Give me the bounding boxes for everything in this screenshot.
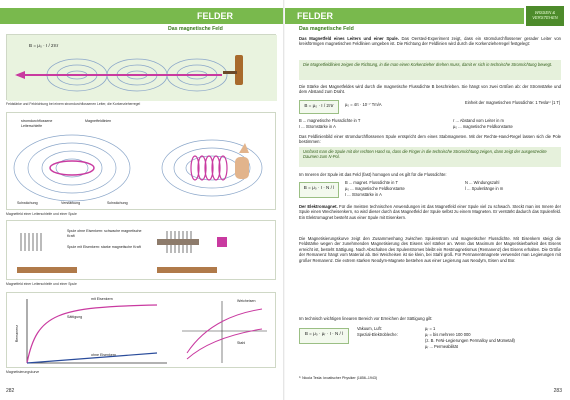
fig4-label-soft-iron: Weicheisen	[237, 299, 256, 303]
fig1-caption: Feldstärke und Feldrichtung bei einem stromdurchflossenen Leiter, die Korkenzieherregel	[6, 102, 141, 106]
fig2-label-strong: Verstärkung	[61, 201, 81, 205]
page-header-left	[0, 8, 283, 24]
para-flux: Die Stärke des Magnetfeldes wird durch die magnetische Flussdichte B beschrieben. Sie hängt von zwei Größen ab: der Stromstärke und dem Abstand zum Draht.	[299, 84, 561, 95]
formula-const: μ₀ = 4π · 10⁻⁷ Tm/A	[345, 102, 382, 107]
para-electromagnet	[299, 204, 561, 220]
figure-loop-coil	[6, 112, 276, 210]
legend2-mu0: μ₀ ... magnetische Feldkonstante	[345, 186, 405, 191]
page-header-right	[285, 8, 524, 24]
fig3-label-no-core: Spule ohne Eisenkern: schwache magnetische Kraft	[67, 229, 142, 239]
para-intro-title: Das Magnetfeld eines Leiters und einer Spule.	[299, 36, 399, 41]
fig2-caption: Magnetfeld einer Leiterschleife und einer Spule	[6, 212, 77, 216]
legend2-l: l ... Spulenlänge in m	[465, 186, 504, 191]
section-tab: WISSEN & VERSTEHEN	[526, 6, 564, 26]
perm-sheet: Spezial-Elektrobleche:	[357, 332, 398, 337]
fig4-label-iron: mit Eisenkern	[91, 297, 113, 301]
fig4-label-steel: Stahl	[237, 341, 246, 345]
fig2-label-weak1: Schwächung	[17, 201, 38, 205]
para-electromagnet-title: Der Elektromagnet.	[299, 204, 338, 209]
formula-unit: Einheit der magnetischen Flussdichte: 1 Tesla¹⁾ (1 T)	[465, 100, 561, 105]
highlight-corkscrew: Die Magnetfeldlinien zeigen die Richtung, in die man einen Korkenzieher drehen muss, damit er sich in technische Stromrichtung bewegt.	[299, 60, 561, 80]
figure-magnetization-curve	[6, 292, 276, 368]
fig4-label-no-iron: ohne Eisenkern	[91, 353, 116, 357]
highlight-right-hand: Umfasst man die Spule mit der rechten Hand so, dass die Finger in die technische Stromrichtung zeigen, dann zeigt der ausgestreckte Daumen zum N-Pol.	[299, 147, 561, 167]
legend2-n: N ... Windungszahl	[465, 180, 500, 185]
legend-r: r ... Abstand vom Leiter in m	[453, 118, 504, 123]
subheader-right: Das magnetische Feld	[299, 26, 354, 32]
fig4-ylabel: Remanenz	[15, 324, 20, 343]
fig3-label-core: Spule mit Eisenkern: starke magnetische Kraft	[67, 245, 141, 249]
fig3-caption: Magnetfeld einer Leiterschleife und einer Spule	[6, 282, 77, 286]
fig1-formula: B = μ₀ · I / 2πr	[29, 43, 59, 48]
perm-sheet-val: μᵣ = bis mehrere 100 000	[425, 332, 471, 337]
para-homogeneous: Im Inneren der Spule ist das Feld (fast) homogen und es gilt für die Flussdichte:	[299, 172, 447, 177]
perm-sheet-note: (z. B. FeNi-Legierungen Permalloy und Mümetall)	[425, 338, 515, 343]
page-number-left: 282	[6, 388, 15, 394]
para-intro	[299, 36, 561, 47]
header-title: FELDER	[197, 11, 233, 21]
formula-conductor: B = μ₀ · I / 2πr	[299, 100, 339, 114]
para-coil: Das Feldlinienbild einer stromdurchflossenen Spule entspricht dem eines Stabmagneten. Mit der Rechte-Hand-Regel lassen sich die Pole bestimmen:	[299, 134, 561, 145]
legend-mu0: μ₀ ... magnetische Feldkonstante	[453, 124, 513, 129]
figure-electromagnet	[6, 220, 276, 280]
fig2-label-weak2: Schwächung	[107, 201, 128, 205]
formula-coil: B = μ₀ · I · N / l	[299, 182, 339, 198]
magnetization-curve-svg	[7, 293, 277, 369]
para-intro-text: Das Oersted-Experiment zeigt, dass ein stromdurchflossener gerader Leiter von kreisförmigen magnetischen Feldlinien umgeben ist. Die Richtung der Feldlinien wird durch die Korkenzieherregel festgelegt:	[299, 36, 562, 47]
legend2-b: B ... magnet. Flussdichte in T	[345, 180, 398, 185]
fig4-label-saturation: Sättigung	[67, 315, 83, 319]
legend-b: B ... magnetische Flussdichte in T	[299, 118, 361, 123]
para-linear: Im technisch wichtigen linearen Bereich vor Erreichen der Sättigung gilt:	[299, 316, 433, 321]
right-page	[285, 0, 570, 400]
perm-legend: μᵣ ... Permeabilität	[425, 344, 458, 349]
fig2-label-fieldlines: Magnetfeldlinien	[85, 119, 112, 123]
formula-permeability: B = μ₀ · μᵣ · I · N / l	[299, 328, 349, 344]
header-title-right: FELDER	[297, 11, 333, 21]
para-electromagnet-text: Für die meisten technischen Anwendungen ist das Magnetfeld einer Spule viel zu schwach. Steckt man ins Innere der Spule einen Weicheisenkern, so wird dieser durch das Magnetfeld der Spule selbst zu einem Magneten. Er verstärkt dadurch das Spulenfeld. Ein Elektromagnet besteht aus einer Spule mit Eisenkern.	[299, 204, 561, 220]
legend-i: I ... Stromstärke in A	[299, 124, 336, 129]
footnote: ¹⁾ Nicola Tesla: kroatischer Physiker (1856–1943)	[299, 376, 378, 380]
fig2-label-loop: stromdurchflossene Leiterschleife	[21, 119, 53, 129]
figure-conductor-field	[6, 34, 276, 100]
perm-vacuum-val: μᵣ = 1	[425, 326, 436, 331]
page-number-right: 283	[553, 388, 562, 394]
perm-vacuum: Vakuum, Luft:	[357, 326, 382, 331]
subheader-left: Das magnetische Feld	[168, 26, 223, 32]
fig4-caption: Magnetisierungskurve	[6, 370, 40, 374]
legend2-i: I ... Stromstärke in A	[345, 192, 382, 197]
para-magnetization: Die Magnetisierungskurve zeigt den Zusammenhang zwischen Spulenstrom und magnetischer Flussdichte. Mit Eisenkern steigt die Feldstärke wegen der zunehmenden Magnetisierung des Eisens viel stärker an. Wenn das Maximum der Magnetisierbarkeit des Eisens erreicht ist, besteht Sättigung. Nach Abschalten des Spulenstromes bleibt ein Restmagnetismus (Remanenz) des Eisens erhalten. Die Größe der Remanenz hängt vom Material ab. Bei Weicheisen ist sie klein, bei Stahl groß. Für Permanentmagnete verwendet man Legierungen mit großer Remanenz. Die extrem starken Neodym-Magnete bestehen aus einer Legierung aus Neodym, Eisen und Bor.	[299, 236, 561, 263]
